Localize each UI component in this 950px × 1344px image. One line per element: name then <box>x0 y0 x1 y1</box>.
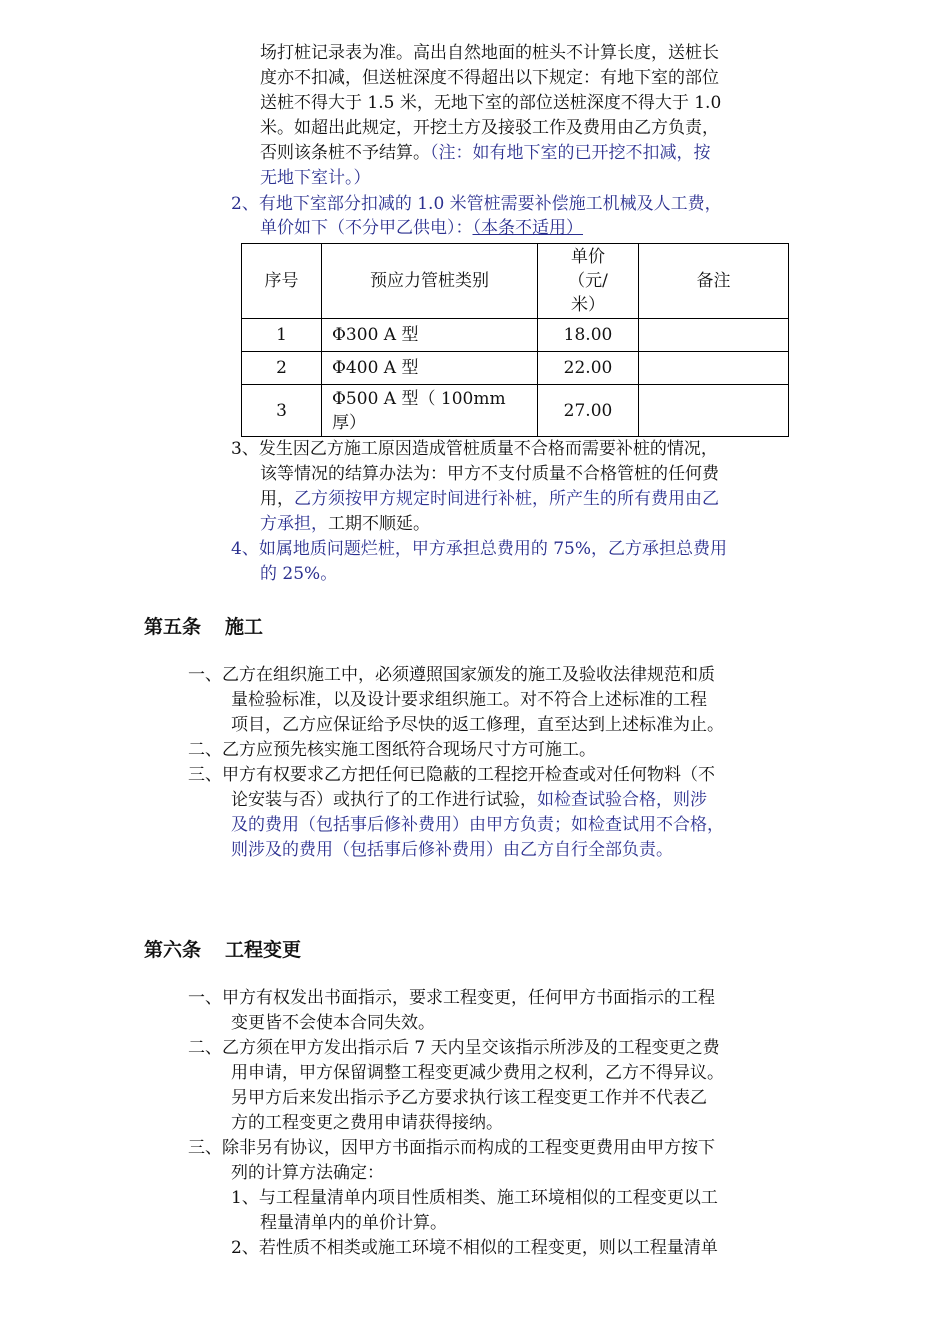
header-price-line: 单价 <box>571 247 605 267</box>
table-row <box>242 352 789 385</box>
article-6-p2-line: 二、乙方须在甲方发出指示后 7 天内呈交该指示所涉及的工程变更之费 <box>188 1038 720 1058</box>
article-5-p3-line: 三、甲方有权要求乙方把任何已隐蔽的工程挖开检查或对任何物料（不 <box>188 765 715 785</box>
article-6-p1-line: 一、甲方有权发出书面指示，要求工程变更，任何甲方书面指示的工程 <box>188 988 715 1008</box>
cell-type: Φ300 A 型 <box>322 319 538 352</box>
text-line: 米。如超出此规定，开挖土方及接驳工作及费用由乙方负责， <box>260 118 719 138</box>
cell-note <box>639 319 789 352</box>
article-6-p3-line: 列的计算方法确定： <box>231 1163 384 1183</box>
article-5-heading <box>144 612 263 639</box>
cell-price: 22.00 <box>538 352 639 385</box>
note-text: 无地下室计。） <box>260 168 371 188</box>
cell-type: Φ400 A 型 <box>322 352 538 385</box>
item-2-line <box>260 216 583 240</box>
header-type: 预应力管桩类别 <box>322 244 538 319</box>
note-text: （注：如有地下室的已开挖不扣减，按 <box>430 143 711 163</box>
article-5-p3-line <box>231 788 707 812</box>
header-price <box>538 244 639 319</box>
article-6-p2-line: 用申请，甲方保留调整工程变更减少费用之权利，乙方不得异议。 <box>231 1063 724 1083</box>
text-segment: 否则该条桩不予结算。 <box>260 143 430 163</box>
article-5-p1-line: 一、乙方在组织施工中，必须遵照国家颁发的施工及验收法律规范和质 <box>188 665 715 685</box>
cell-no: 1 <box>242 319 322 352</box>
text-line <box>260 141 711 165</box>
text-segment: 用， <box>260 489 294 509</box>
text-segment: 论安装与否）或执行了的工作进行试验， <box>231 790 537 810</box>
article-5-p1-line: 项目，乙方应保证给予尽快的返工修理，直至达到上述标准为止。 <box>231 715 724 735</box>
text-line: 场打桩记录表为准。高出自然地面的桩头不计算长度，送桩长 <box>260 43 719 63</box>
header-price-line: 米） <box>571 295 605 315</box>
article-5-p1-line: 量检验标准，以及设计要求组织施工。对不符合上述标准的工程 <box>231 690 707 710</box>
text-segment: 工期不顺延。 <box>328 514 430 534</box>
item-3-line <box>260 512 430 536</box>
item-4-line: 的 25%。 <box>260 564 338 584</box>
heading-title: 施工 <box>225 616 264 638</box>
cell-type-line: 厚） <box>332 412 366 433</box>
article-6-p2-line: 另甲方后来发出指示予乙方要求执行该工程变更工作并不代表乙 <box>231 1088 707 1108</box>
table-header-row <box>242 244 789 319</box>
article-6-sub1-line: 程量清单内的单价计算。 <box>260 1213 447 1233</box>
text-segment: 单价如下（不分甲乙供电）： <box>260 218 473 238</box>
cell-note <box>639 385 789 437</box>
cell-note <box>639 352 789 385</box>
cell-type <box>322 385 538 437</box>
article-5-p3-line: 及的费用（包括事后修补费用）由甲方负责；如检查试用不合格， <box>231 815 724 835</box>
pile-price-table <box>241 243 789 437</box>
cell-type-line: Φ500 A 型（ 100mm <box>332 388 506 409</box>
heading-title: 工程变更 <box>225 939 302 961</box>
header-note: 备注 <box>639 244 789 319</box>
text-line: 度亦不扣减，但送桩深度不得超出以下规定：有地下室的部位 <box>260 68 719 88</box>
table-row <box>242 385 789 437</box>
header-no: 序号 <box>242 244 322 319</box>
text-segment: 乙方须按甲方规定时间进行补桩，所产生的所有费用由乙 <box>294 489 719 509</box>
article-6-heading <box>144 935 301 962</box>
article-5-p3-line: 则涉及的费用（包括事后修补费用）由乙方自行全部负责。 <box>231 840 673 860</box>
heading-number: 第六条 <box>144 939 202 961</box>
text-line: 送桩不得大于 1.5 米，无地下室的部位送桩深度不得大于 1.0 <box>260 93 722 113</box>
item-4-line: 4、如属地质问题烂桩，甲方承担总费用的 75%，乙方承担总费用 <box>231 539 728 559</box>
item-3-line: 3、发生因乙方施工原因造成管桩质量不合格而需要补桩的情况， <box>231 439 718 459</box>
article-6-p2-line: 方的工程变更之费用申请获得接纳。 <box>231 1113 503 1133</box>
table-row <box>242 319 789 352</box>
item-3-line <box>260 487 719 511</box>
article-5-p2: 二、乙方应预先核实施工图纸符合现场尺寸方可施工。 <box>188 740 596 760</box>
text-segment: 如检查试验合格，则涉 <box>537 790 707 810</box>
text-segment: 方承担， <box>260 514 328 534</box>
cell-no: 3 <box>242 385 322 437</box>
item-2-line: 2、有地下室部分扣减的 1.0 米管桩需要补偿施工机械及人工费， <box>231 194 722 214</box>
cell-no: 2 <box>242 352 322 385</box>
header-price-line: （元/ <box>568 271 608 291</box>
item-3-line: 该等情况的结算办法为：甲方不支付质量不合格管桩的任何费 <box>260 464 719 484</box>
article-6-p3-line: 三、除非另有协议，因甲方书面指示而构成的工程变更费用由甲方按下 <box>188 1138 715 1158</box>
cell-price: 27.00 <box>538 385 639 437</box>
heading-number: 第五条 <box>144 616 202 638</box>
cell-price: 18.00 <box>538 319 639 352</box>
not-applicable-note: （本条不适用） <box>472 218 583 238</box>
article-6-p1-line: 变更皆不会使本合同失效。 <box>231 1013 435 1033</box>
article-6-sub2-line: 2、若性质不相类或施工环境不相似的工程变更，则以工程量清单 <box>231 1238 718 1258</box>
article-6-sub1-line: 1、与工程量清单内项目性质相类、施工环境相似的工程变更以工 <box>231 1188 718 1208</box>
